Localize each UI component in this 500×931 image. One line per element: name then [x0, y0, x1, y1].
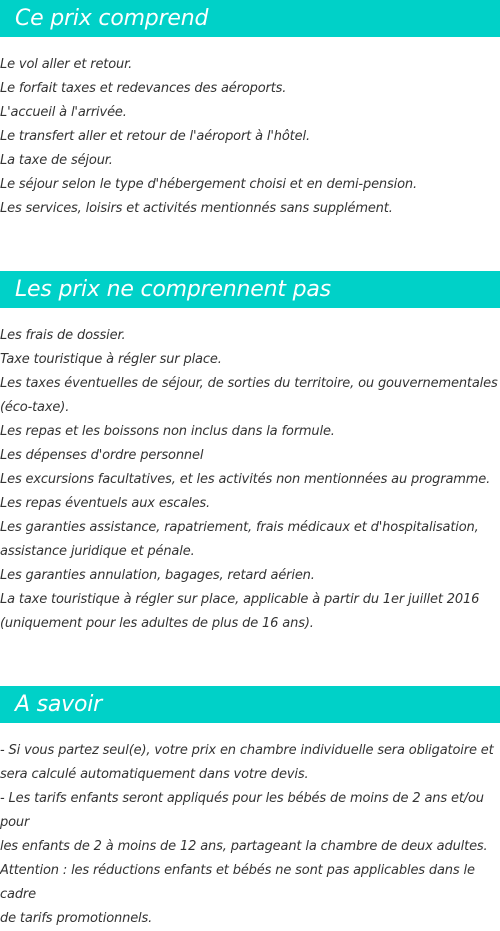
section-header-les-prix-ne-comprennent-pas — [0, 271, 500, 308]
list-item: Les dépenses d'ordre personnel — [0, 448, 204, 463]
list-item: Le séjour selon le type d'hébergement choisi et en demi-pension. — [0, 177, 417, 192]
paragraph-line: - Les tarifs enfants seront appliqués pour les bébés de moins de 2 ans et/ou pour — [0, 791, 484, 830]
list-item-continued: (éco-taxe). — [0, 400, 70, 415]
section-title: Les prix ne comprennent pas — [15, 277, 331, 302]
list-item: Les frais de dossier. — [0, 328, 126, 343]
paragraph-line: Attention : les réductions enfants et bébés ne sont pas applicables dans le cadre — [0, 863, 475, 902]
list-item: Les services, loisirs et activités mentionnés sans supplément. — [0, 201, 393, 216]
section-body-les-prix-ne-comprennent-pas — [0, 324, 500, 636]
paragraph-line: sera calculé automatiquement dans votre devis. — [0, 767, 309, 782]
list-item: Les taxes éventuelles de séjour, de sorties du territoire, ou gouvernementales — [0, 376, 498, 391]
list-item: Les garanties annulation, bagages, retard aérien. — [0, 568, 315, 583]
list-item: Les excursions facultatives, et les activités non mentionnées au programme. — [0, 472, 491, 487]
list-item: La taxe de séjour. — [0, 153, 113, 168]
list-item: Les repas et les boissons non inclus dans la formule. — [0, 424, 335, 439]
section-title: Ce prix comprend — [15, 6, 209, 31]
list-item: Taxe touristique à régler sur place. — [0, 352, 222, 367]
section-title: A savoir — [15, 692, 103, 717]
list-item: Le forfait taxes et redevances des aéroports. — [0, 81, 287, 96]
list-item: Les garanties assistance, rapatriement, frais médicaux et d'hospitalisation, — [0, 520, 479, 535]
list-item: L'accueil à l'arrivée. — [0, 105, 127, 120]
list-item: Le vol aller et retour. — [0, 57, 133, 72]
section-body-a-savoir — [0, 739, 500, 931]
paragraph-line: de tarifs promotionnels. — [0, 911, 153, 926]
section-header-ce-prix-comprend — [0, 0, 500, 37]
list-item: La taxe touristique à régler sur place, applicable à partir du 1er juillet 2016 — [0, 592, 480, 607]
section-body-ce-prix-comprend — [0, 53, 500, 221]
paragraph-line: les enfants de 2 à moins de 12 ans, partageant la chambre de deux adultes. — [0, 839, 488, 854]
list-item: Le transfert aller et retour de l'aéroport à l'hôtel. — [0, 129, 310, 144]
list-item-continued: (uniquement pour les adultes de plus de 16 ans). — [0, 616, 314, 631]
list-item-continued: assistance juridique et pénale. — [0, 544, 195, 559]
section-header-a-savoir — [0, 686, 500, 723]
list-item: Les repas éventuels aux escales. — [0, 496, 211, 511]
paragraph-line: - Si vous partez seul(e), votre prix en chambre individuelle sera obligatoire et — [0, 743, 494, 758]
